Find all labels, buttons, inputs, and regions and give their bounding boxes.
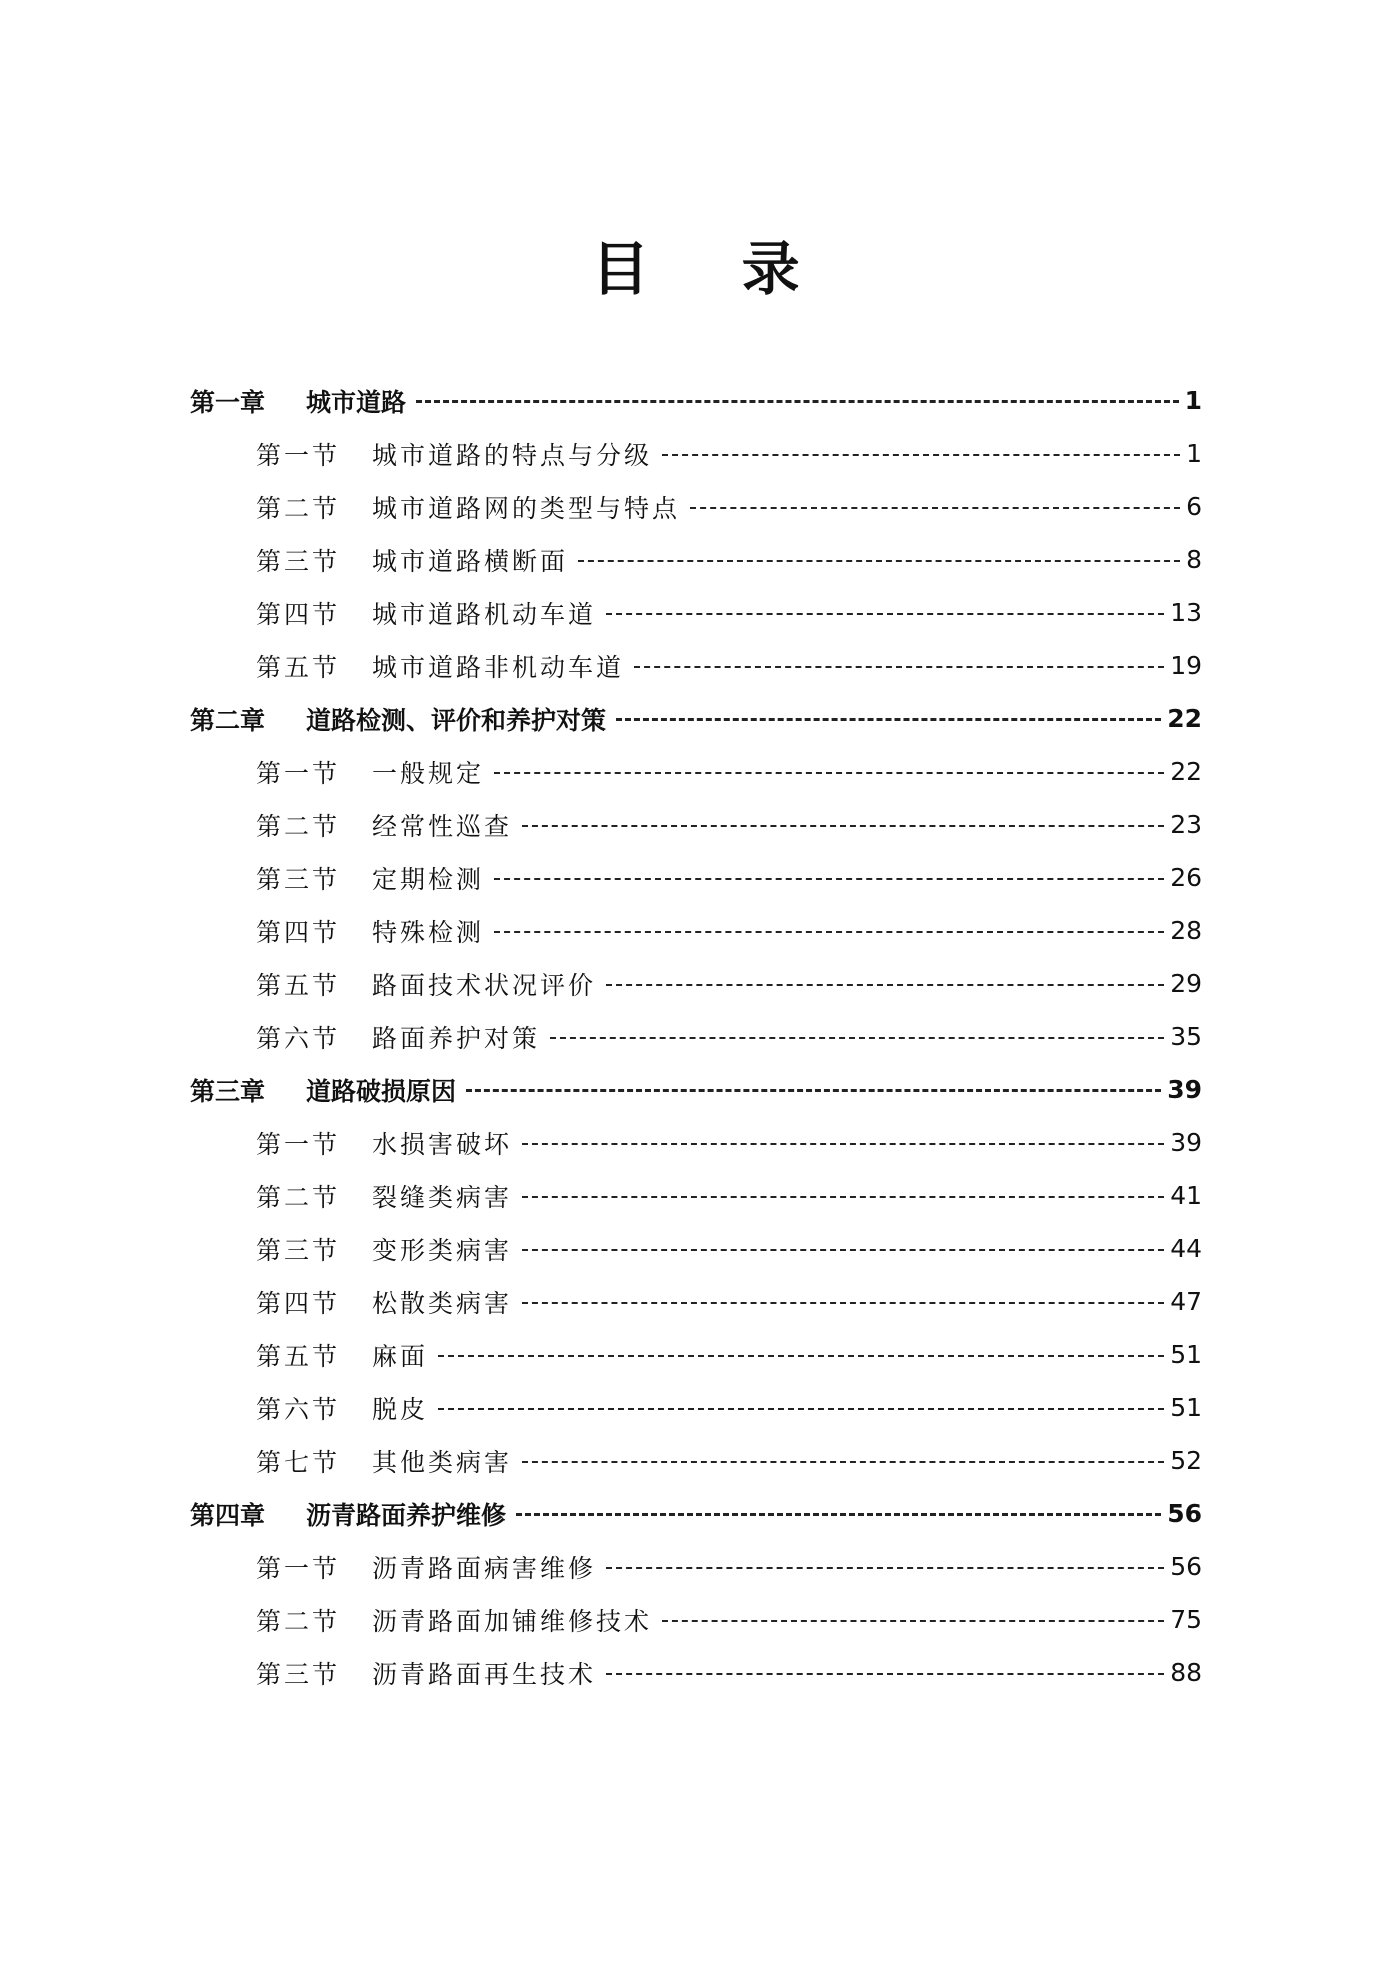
dot-leader	[522, 1143, 1164, 1145]
section-title: 一般规定	[372, 758, 485, 788]
section-number: 第四节	[256, 1288, 341, 1318]
section-title: 脱皮	[372, 1394, 429, 1424]
page-number: 6	[1186, 492, 1202, 521]
section-title: 经常性巡查	[372, 811, 513, 841]
page-number: 47	[1170, 1287, 1202, 1316]
section-title: 沥青路面病害维修	[372, 1553, 597, 1583]
toc-chapter-entry[interactable]	[190, 692, 1202, 745]
toc-section-entry[interactable]	[190, 1381, 1202, 1434]
section-number: 第三节	[256, 864, 341, 894]
page-number: 39	[1167, 1075, 1202, 1104]
dot-leader	[522, 1302, 1164, 1304]
page-number: 22	[1170, 757, 1202, 786]
page-number: 51	[1170, 1340, 1202, 1369]
section-title: 裂缝类病害	[372, 1182, 513, 1212]
dot-leader	[438, 1408, 1164, 1410]
page-number: 44	[1170, 1234, 1202, 1263]
section-title: 城市道路网的类型与特点	[372, 493, 681, 523]
section-number: 第三节	[256, 1659, 341, 1689]
toc-section-entry[interactable]	[190, 427, 1202, 480]
page-number: 75	[1170, 1605, 1202, 1634]
chapter-title: 沥青路面养护维修	[306, 1500, 507, 1530]
section-number: 第二节	[256, 1182, 341, 1212]
page-number: 13	[1170, 598, 1202, 627]
toc-chapter-entry[interactable]	[190, 374, 1202, 427]
dot-leader	[578, 560, 1180, 562]
page-number: 52	[1170, 1446, 1202, 1475]
dot-leader	[494, 931, 1164, 933]
page-number: 88	[1170, 1658, 1202, 1687]
section-number: 第四节	[256, 917, 341, 947]
chapter-title: 道路破损原因	[306, 1076, 457, 1106]
dot-leader	[662, 1620, 1164, 1622]
section-number: 第一节	[256, 758, 341, 788]
toc-section-entry[interactable]	[190, 1116, 1202, 1169]
toc-section-entry[interactable]	[190, 1540, 1202, 1593]
page-number: 23	[1170, 810, 1202, 839]
dot-leader	[516, 1513, 1161, 1516]
toc-section-entry[interactable]	[190, 904, 1202, 957]
toc-section-entry[interactable]	[190, 480, 1202, 533]
dot-leader	[522, 1461, 1164, 1463]
section-number: 第三节	[256, 546, 341, 576]
section-title: 其他类病害	[372, 1447, 513, 1477]
toc-section-entry[interactable]	[190, 1010, 1202, 1063]
section-title: 沥青路面再生技术	[372, 1659, 597, 1689]
chapter-title: 城市道路	[306, 387, 407, 417]
page-number: 26	[1170, 863, 1202, 892]
page-title: 目 录	[591, 234, 836, 303]
section-number: 第七节	[256, 1447, 341, 1477]
page-number: 8	[1186, 545, 1202, 574]
section-number: 第六节	[256, 1394, 341, 1424]
toc-section-entry[interactable]	[190, 851, 1202, 904]
chapter-number: 第三章	[190, 1076, 266, 1106]
section-number: 第一节	[256, 1129, 341, 1159]
dot-leader	[616, 718, 1161, 721]
section-number: 第六节	[256, 1023, 341, 1053]
chapter-number: 第二章	[190, 705, 266, 735]
toc-section-entry[interactable]	[190, 1593, 1202, 1646]
section-number: 第五节	[256, 652, 341, 682]
dot-leader	[494, 878, 1164, 880]
dot-leader	[438, 1355, 1164, 1357]
toc-section-entry[interactable]	[190, 1222, 1202, 1275]
toc-section-entry[interactable]	[190, 1275, 1202, 1328]
toc-section-entry[interactable]	[190, 1169, 1202, 1222]
section-title: 松散类病害	[372, 1288, 513, 1318]
section-title: 水损害破坏	[372, 1129, 513, 1159]
toc-section-entry[interactable]	[190, 1434, 1202, 1487]
toc-section-entry[interactable]	[190, 798, 1202, 851]
toc-section-entry[interactable]	[190, 586, 1202, 639]
dot-leader	[606, 1673, 1164, 1675]
toc-section-entry[interactable]	[190, 1328, 1202, 1381]
section-number: 第二节	[256, 493, 341, 523]
section-number: 第二节	[256, 1606, 341, 1636]
page-number: 56	[1170, 1552, 1202, 1581]
section-number: 第一节	[256, 440, 341, 470]
toc-chapter-entry[interactable]	[190, 1487, 1202, 1540]
dot-leader	[522, 825, 1164, 827]
toc-section-entry[interactable]	[190, 957, 1202, 1010]
page-number: 1	[1184, 386, 1202, 415]
dot-leader	[606, 1567, 1164, 1569]
section-title: 定期检测	[372, 864, 485, 894]
section-title: 路面养护对策	[372, 1023, 541, 1053]
section-title: 路面技术状况评价	[372, 970, 597, 1000]
section-number: 第三节	[256, 1235, 341, 1265]
section-title: 城市道路非机动车道	[372, 652, 625, 682]
dot-leader	[690, 507, 1180, 509]
toc-section-entry[interactable]	[190, 1646, 1202, 1699]
section-title: 沥青路面加铺维修技术	[372, 1606, 653, 1636]
table-of-contents	[190, 374, 1202, 1699]
page-number: 22	[1167, 704, 1202, 733]
toc-section-entry[interactable]	[190, 639, 1202, 692]
page-number: 1	[1186, 439, 1202, 468]
section-number: 第四节	[256, 599, 341, 629]
page-number: 29	[1170, 969, 1202, 998]
section-number: 第二节	[256, 811, 341, 841]
page-number: 39	[1170, 1128, 1202, 1157]
page-number: 35	[1170, 1022, 1202, 1051]
dot-leader	[466, 1089, 1161, 1092]
dot-leader	[662, 454, 1180, 456]
dot-leader	[522, 1196, 1164, 1198]
chapter-title: 道路检测、评价和养护对策	[306, 705, 607, 735]
page-number: 28	[1170, 916, 1202, 945]
section-title: 城市道路机动车道	[372, 599, 597, 629]
dot-leader	[550, 1037, 1164, 1039]
dot-leader	[606, 984, 1164, 986]
dot-leader	[634, 666, 1164, 668]
chapter-number: 第四章	[190, 1500, 266, 1530]
page-number: 51	[1170, 1393, 1202, 1422]
chapter-number: 第一章	[190, 387, 266, 417]
section-title: 城市道路的特点与分级	[372, 440, 653, 470]
section-number: 第五节	[256, 1341, 341, 1371]
section-number: 第五节	[256, 970, 341, 1000]
section-title: 麻面	[372, 1341, 429, 1371]
dot-leader	[416, 400, 1179, 403]
section-title: 特殊检测	[372, 917, 485, 947]
section-title: 变形类病害	[372, 1235, 513, 1265]
page-number: 41	[1170, 1181, 1202, 1210]
dot-leader	[606, 613, 1164, 615]
page-number: 19	[1170, 651, 1202, 680]
section-number: 第一节	[256, 1553, 341, 1583]
section-title: 城市道路横断面	[372, 546, 569, 576]
dot-leader	[494, 772, 1164, 774]
toc-section-entry[interactable]	[190, 533, 1202, 586]
page-number: 56	[1167, 1499, 1202, 1528]
toc-chapter-entry[interactable]	[190, 1063, 1202, 1116]
toc-section-entry[interactable]	[190, 745, 1202, 798]
dot-leader	[522, 1249, 1164, 1251]
